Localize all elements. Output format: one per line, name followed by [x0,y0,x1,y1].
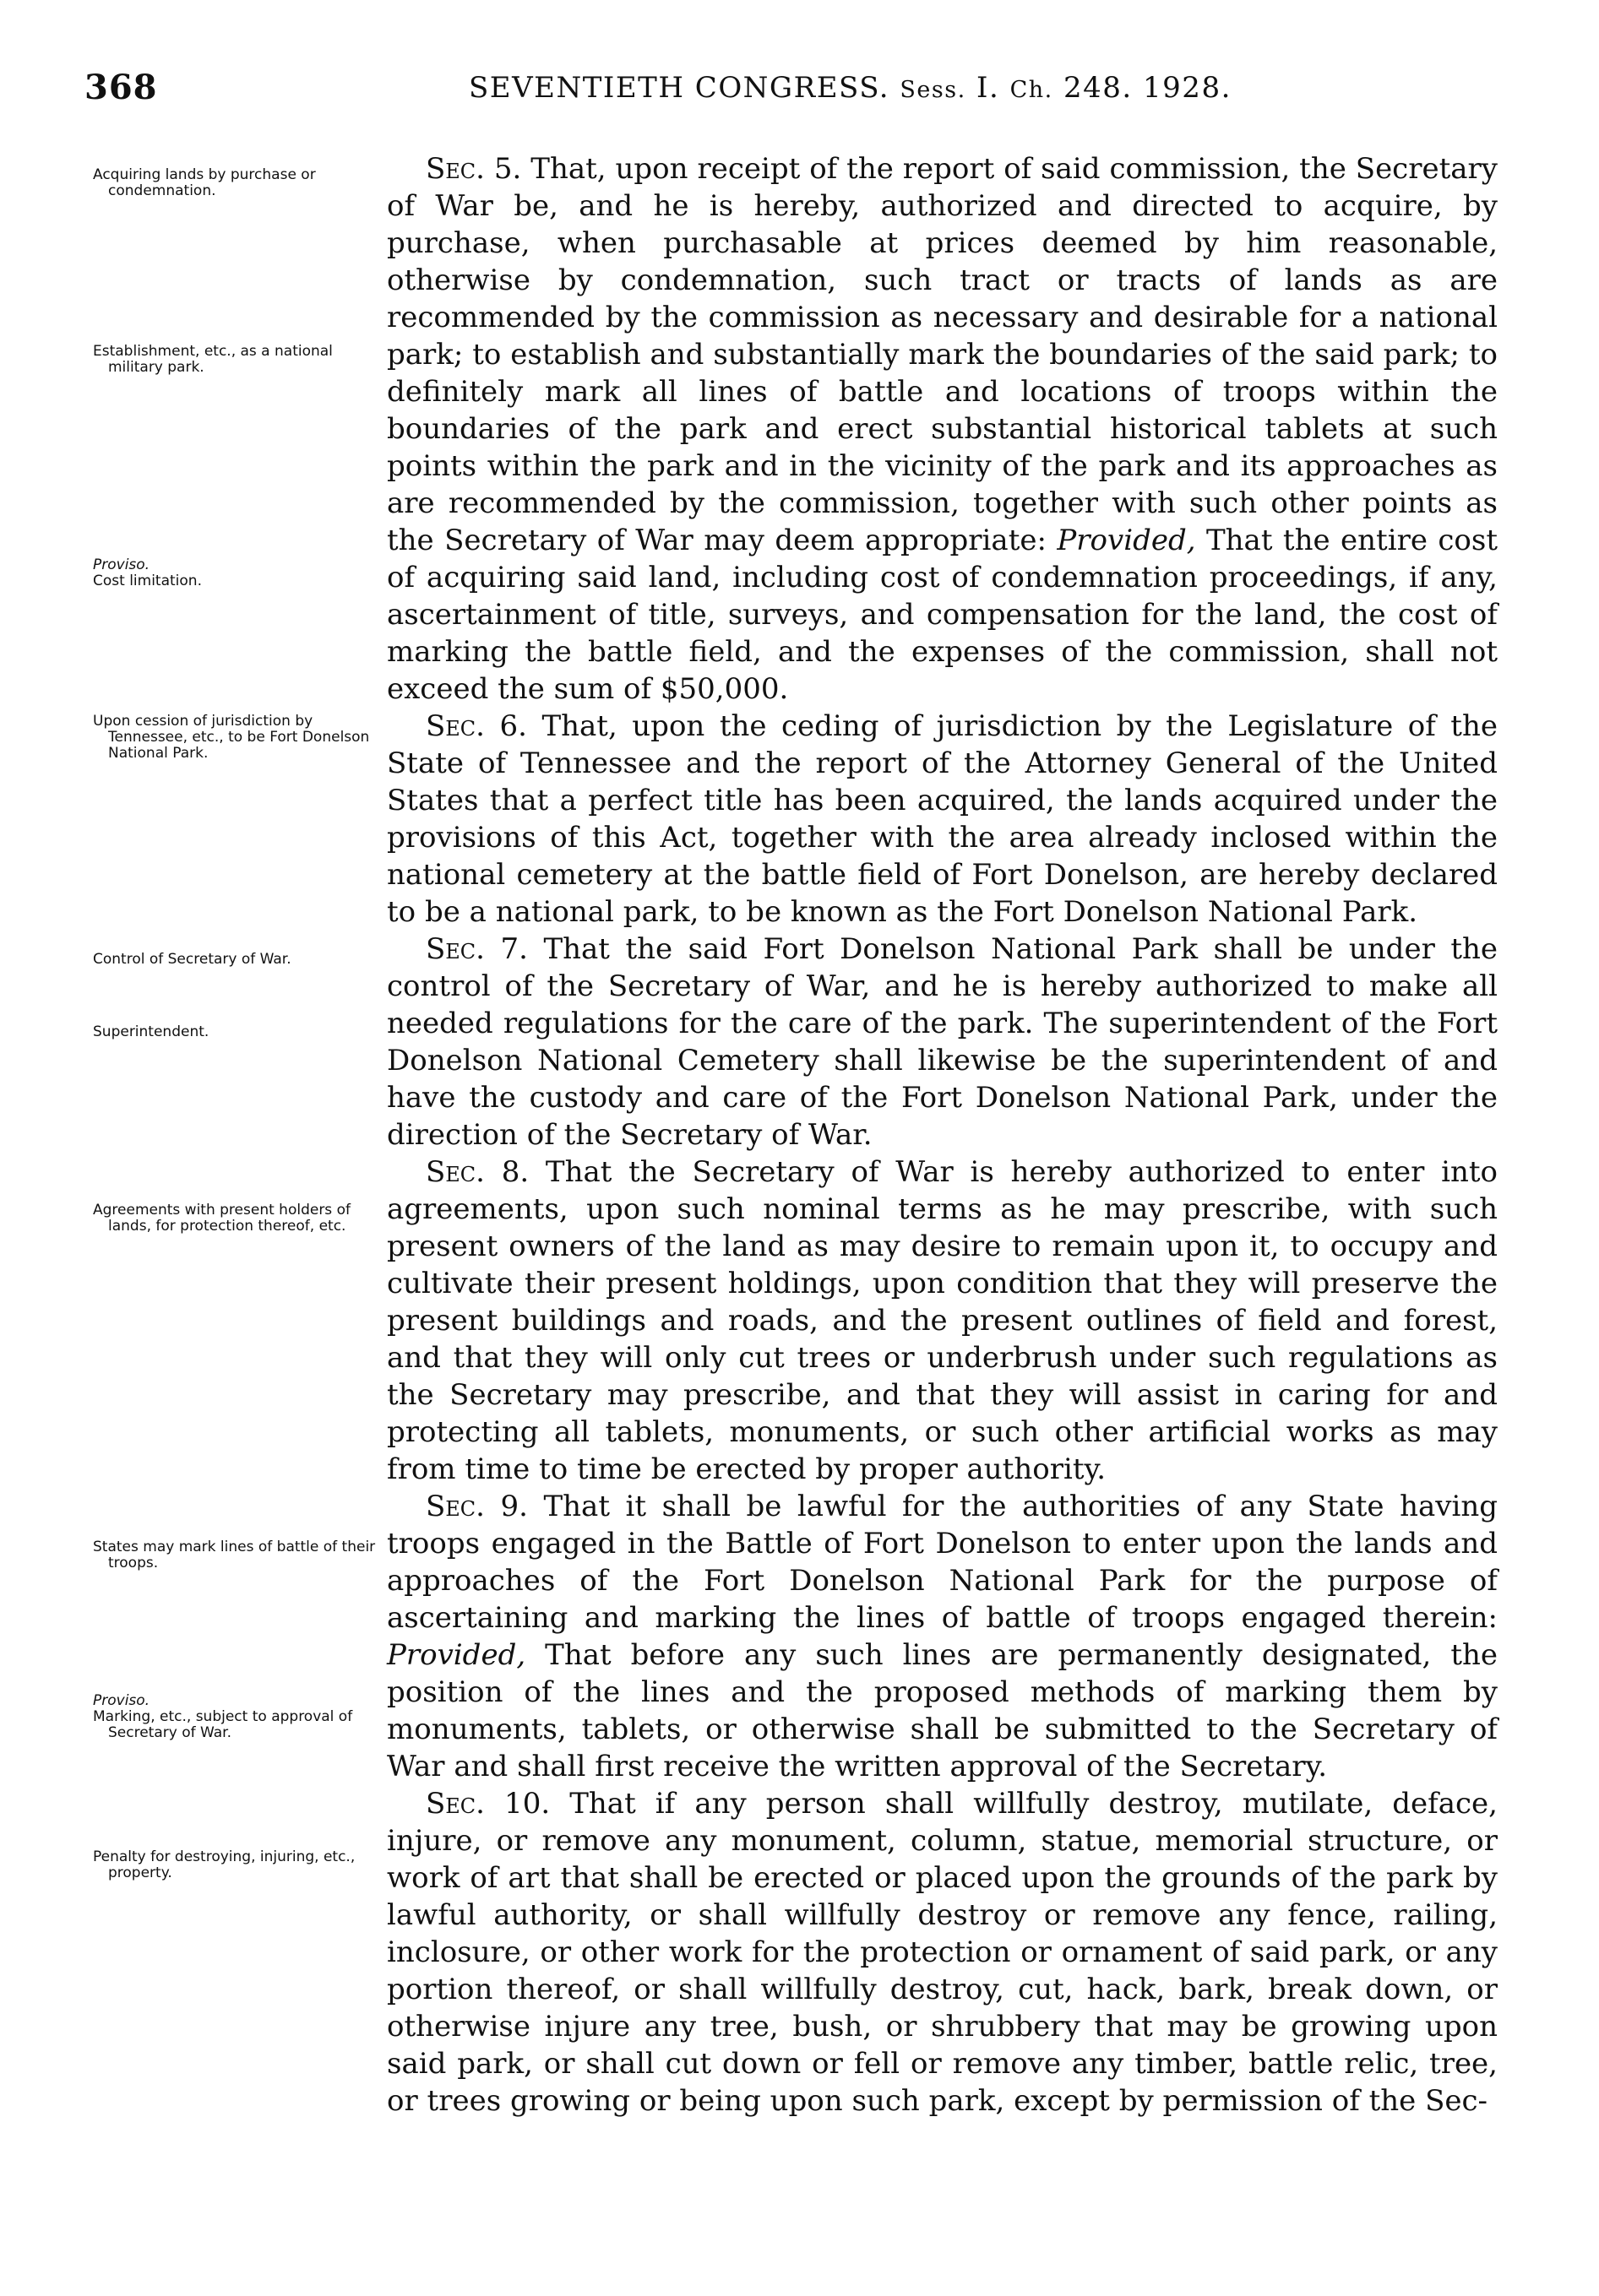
margin-note-proviso-label: Proviso. [93,556,150,573]
margin-note-proviso-label: Proviso. [93,1692,150,1709]
section-label: Sec. 6. [426,709,527,743]
statute-text [387,150,1498,2120]
page-header [84,68,1487,127]
margin-note-text: Penalty for destroying, injuring, etc., property. [93,1848,356,1881]
margin-note-agreements [93,1202,380,1235]
section-text-continued: That before any such lines are permanently designated, the position of the lines and the proposed methods of marking them by monuments, tablets, or otherwise shall be submitted to the Secretary of War and shall first receive the written approval of the Secretary. [387,1638,1498,1783]
section-label: Sec. 9. [426,1490,528,1523]
margin-note-penalty [93,1849,380,1881]
section-5 [387,150,1498,708]
margin-note-text: Control of Secretary of War. [93,951,291,968]
section-text: That if any person shall willfully destroy, mutilate, deface, injure, or remove any monument, column, statue, memorial structure, or work of art that shall be erected or placed upon the grounds of the park by lawful authority, or shall willfully destroy or remove any fence, railing, inclosure, or other work for the protection or ornament of said park, or any portion thereof, or shall willfully destroy, cut, hack, bark, break down, or otherwise injure any tree, bush, or shrubbery that may be growing upon said park, or shall cut down or fell or remove any timber, battle relic, tree, or trees growing or being upon such park, except by permission of the Sec- [387,1787,1498,2118]
section-text: That, upon receipt of the report of said commission, the Secretary of War be, and he is hereby, authorized and directed to acquire, by purchase, when purchasable at prices deemed by him reasonable, otherwise by condemnation, such tract or tracts of lands as are recommended by the commission as necessary and desirable for a national park; to establish and substantially mark the boundaries of the said park; to definitely mark all lines of battle and locations of troops within the boundaries of the park and erect substantial historical tablets at such points within the park and in the vicinity of the park and its approaches as are recommended by the commission, together with such other points as the Secretary of War may deem appropriate: [387,152,1498,557]
proviso-word: Provided, [1057,524,1196,557]
proviso-word: Provided, [387,1638,526,1672]
margin-note-text: States may mark lines of battle of their troops. [93,1539,376,1571]
margin-note-text: Acquiring lands by purchase or condemnation. [93,166,316,199]
margin-note-cession [93,714,380,762]
margin-note-text: Agreements with present holders of lands, for protection thereof, etc. [93,1202,351,1235]
margin-note-text: Marking, etc., subject to approval of Secretary of War. [93,1708,353,1741]
margin-note-superintendent [93,1024,380,1040]
session-number: I. [976,71,1000,105]
session-label: Sess. [900,77,966,103]
margin-note-control [93,952,380,968]
margin-note-states-mark [93,1539,380,1571]
section-10 [387,1785,1498,2120]
section-8 [387,1153,1498,1488]
section-text: That, upon the ceding of jurisdiction by the Legislature of the State of Tennessee and the report of the Attorney General of the United States that a perfect title has been acquired, the lands acquired under the provisions of this Act, together with the area already inclosed within the national cemetery at the battle field of Fort Donelson, are hereby declared to be a national park, to be known as the Fort Donelson National Park. [387,709,1498,929]
section-9 [387,1488,1498,1785]
year: 1928. [1143,71,1232,105]
margin-note-text: Superintendent. [93,1023,209,1040]
margin-note-proviso-cost [93,557,380,589]
section-label: Sec. 7. [426,932,528,966]
section-7 [387,931,1498,1153]
congress-title: SEVENTIETH CONGRESS. [469,71,890,105]
margin-note-text: Establishment, etc., as a national military park. [93,343,333,376]
section-label: Sec. 10. [426,1787,551,1821]
running-head [469,71,1232,105]
section-text: That the Secretary of War is hereby authorized to enter into agreements, upon such nominal terms as he may prescribe, with such present owners of the land as may desire to remain upon it, to occupy and cultivate their present holdings, upon condition that they will preserve the present buildings and roads, and the present outlines of field and forest, and that they will only cut trees or underbrush under such regulations as the Secretary may prescribe, and that they will assist in caring for and protecting all tablets, monuments, or such other artificial works as may from time to time be erected by proper authority. [387,1155,1498,1486]
section-text: That the said Fort Donelson National Park shall be under the control of the Secretary of War, and he is hereby authorized to make all needed regulations for the care of the park. The superintendent of the Fort Donelson National Cemetery shall likewise be the superintendent of and have the custody and care of the Fort Donelson National Park, under the direction of the Secretary of War. [387,932,1498,1152]
margin-note-text: Cost limitation. [93,573,202,589]
section-label: Sec. 5. [426,152,522,186]
margin-note-text: Upon cession of jurisdiction by Tennessee, etc., to be Fort Donelson National Park. [93,713,370,762]
section-6 [387,708,1498,931]
chapter-label: Ch. [1009,77,1053,103]
chapter-number: 248. [1063,71,1133,105]
section-label: Sec. 8. [426,1155,530,1189]
section-text: That it shall be lawful for the authorities of any State having troops engaged in the Battle of Fort Donelson to enter upon the lands and approaches of the Fort Donelson National Park for the purpose of ascertaining and marking the lines of battle of troops engaged therein: [387,1490,1498,1635]
margin-note-establishment [93,344,380,376]
margin-note-acquiring [93,167,380,199]
section-text-continued: That the entire cost of acquiring said land, including cost of condemnation proceedings, if any, ascertainment of title, surveys, and compensation for the land, the cost of marking the battle field, and the expenses of the commission, shall not exceed the sum of $50,000. [387,524,1498,706]
page-number: 368 [84,68,158,107]
margin-note-proviso-marking [93,1693,380,1741]
